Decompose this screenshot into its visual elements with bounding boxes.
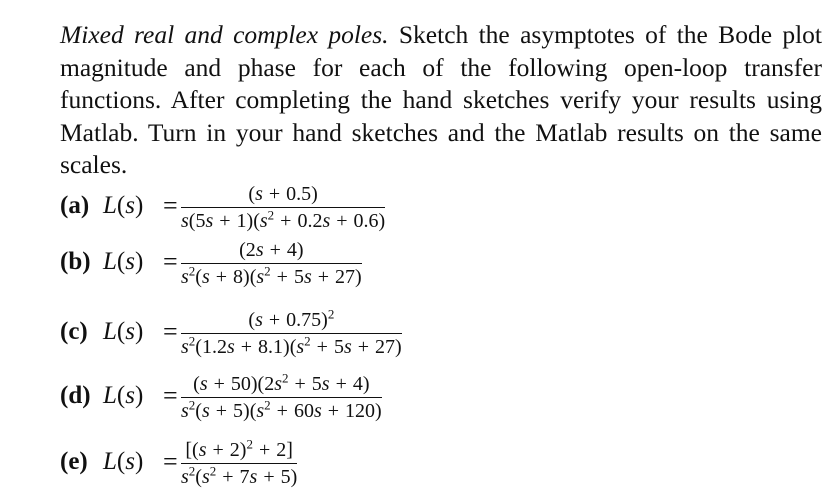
denominator: $s^2(s + 5)(s^2 + 60s + 120)$ <box>181 397 382 423</box>
problem-label: (a) <box>60 192 90 219</box>
numerator: $[(s + 2)^2 + 2]$ <box>185 436 293 461</box>
problem-lead: Mixed real and complex poles. <box>60 20 389 49</box>
problem-b <box>60 238 480 302</box>
fraction-bar <box>181 463 297 464</box>
numerator: $(s + 0.75)^2$ <box>248 306 335 331</box>
numerator: (2s + 4) <box>239 239 304 261</box>
equals-sign: = <box>163 447 178 476</box>
transfer-function-name: L(s) <box>103 382 144 409</box>
transfer-function-name: L(s) <box>103 448 144 475</box>
equals-sign: = <box>163 381 178 410</box>
problem-d <box>60 372 480 436</box>
fraction-bar <box>181 333 402 334</box>
problem-c <box>60 308 480 372</box>
transfer-function-fraction <box>181 372 382 423</box>
fraction-bar <box>181 263 362 264</box>
equals-sign: = <box>163 317 178 346</box>
denominator: $s(5s + 1)(s^2 + 0.2s + 0.6)$ <box>181 207 386 233</box>
problem-e <box>60 438 480 502</box>
numerator: (s + 0.5) <box>248 183 318 205</box>
transfer-function-fraction <box>181 182 385 233</box>
transfer-function-fraction <box>181 438 297 489</box>
equals-sign: = <box>163 247 178 276</box>
fraction-bar <box>181 397 382 398</box>
transfer-function-name: L(s) <box>103 192 144 219</box>
problem-label: (d) <box>60 382 91 409</box>
equals-sign: = <box>163 191 178 220</box>
problem-label: (b) <box>60 248 91 275</box>
problem-label: (c) <box>60 318 88 345</box>
denominator: $s^2(s^2 + 7s + 5)$ <box>181 463 298 489</box>
transfer-function-name: L(s) <box>103 318 144 345</box>
problem-body: Sketch the asymptotes of the Bode plot magnitude and phase for each of the following open-loop transfer functions. After completing the hand sketches verify your results using Matlab. Turn in your hand sketches and the Matlab results on the same scales. <box>60 20 823 179</box>
transfer-function-fraction <box>181 238 362 289</box>
problem-label: (e) <box>60 448 88 475</box>
denominator: $s^2(s + 8)(s^2 + 5s + 27)$ <box>181 263 362 289</box>
fraction-bar <box>181 207 385 208</box>
transfer-function-name: L(s) <box>103 248 144 275</box>
numerator: $(s + 50)(2s^2 + 5s + 4)$ <box>193 370 370 395</box>
problem-statement <box>60 19 822 182</box>
denominator: $s^2(1.2s + 8.1)(s^2 + 5s + 27)$ <box>181 333 402 359</box>
problem-a <box>60 182 480 246</box>
transfer-function-fraction <box>181 308 402 359</box>
